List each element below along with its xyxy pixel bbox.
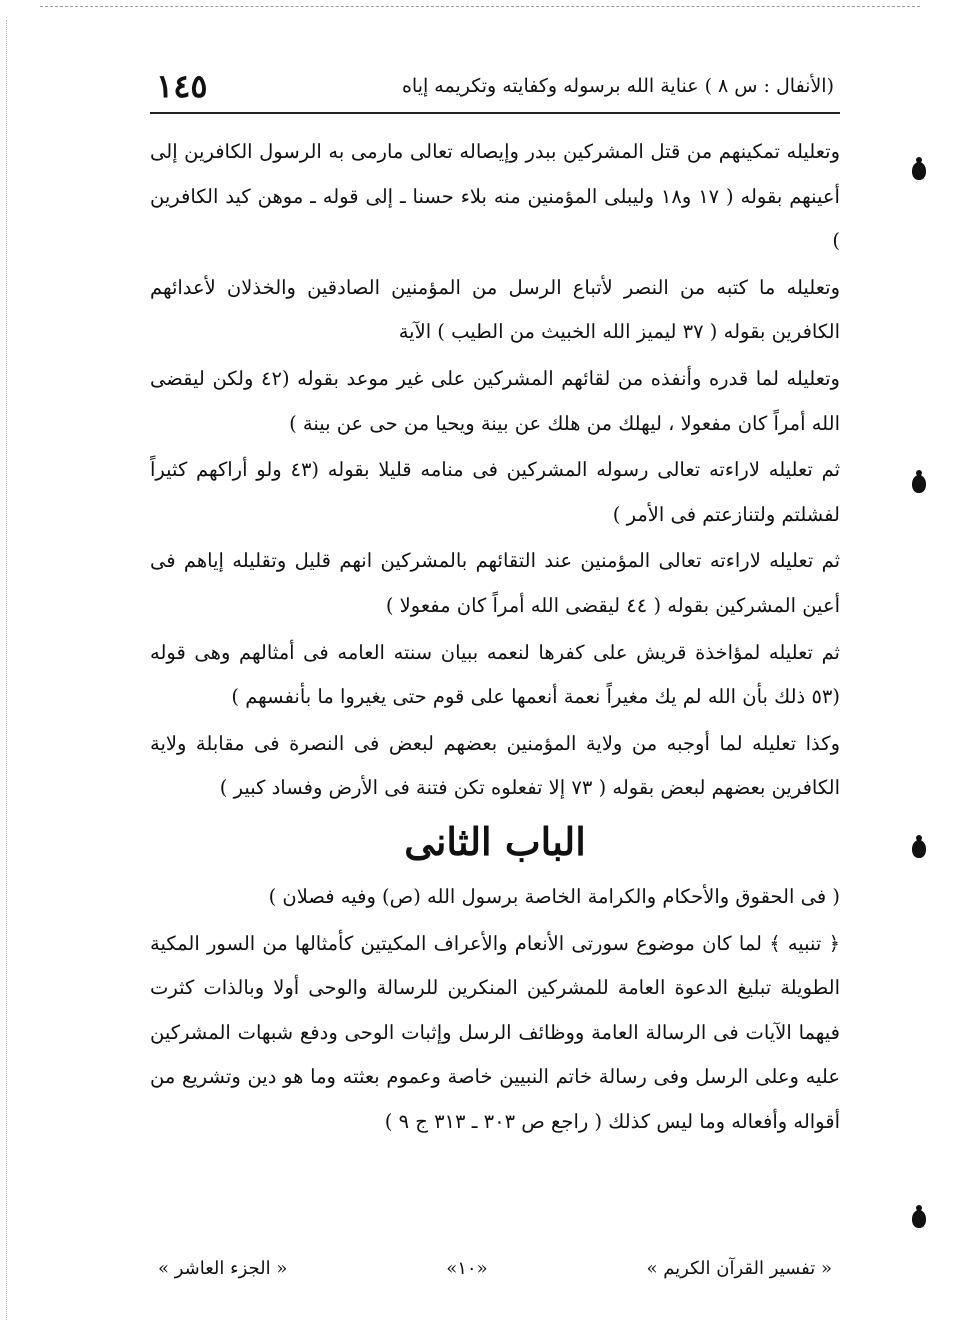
paragraph: ثم تعليله لمؤاخذة قريش على كفرها لنعمه ببيان سنته العامه فى أمثالهم وهى قوله (٥٣ ذلك بأن الله لم يك مغيراً نعمة أنعمها على قوم حتى يغيروا ما بأنفسهم ) [150, 640, 840, 709]
paragraph: وتعليله تمكينهم من قتل المشركين ببدر وإيصاله تعالى مارمى به الرسول الكافرين إلى أعينهم بقوله ( ١٧ و١٨ وليبلى المؤمنين منه بلاء حسنا ـ إلى قوله ـ موهن كيد الكافرين ) [150, 140, 840, 253]
margin-ink-mark [912, 840, 926, 858]
paragraph: وتعليله لما قدره وأنفذه من لقائهم المشركين على غير موعد بقوله (٤٢ ولكن ليقضى الله أمراً كان مفعولا ، ليهلك من هلك عن بينة ويحيا من حى عن بينة ) [150, 366, 840, 435]
footer-sheet-number: «١٠» [446, 1258, 488, 1279]
paragraph: ثم تعليله لاراءته تعالى المؤمنين عند التقائهم بالمشركين انهم قليل وتقليله إياهم فى أعين المشركين بقوله ( ٤٤ ليقضى الله أمراً كان مفعولا ) [150, 549, 840, 617]
paragraph: وتعليله ما كتبه من النصر لأتباع الرسل من المؤمنين الصادقين والخذلان لأعدائهم الكافرين بقوله ( ٣٧ ليميز الله الخبيث من الطيب ) الآية [150, 275, 840, 344]
scan-edge-top [40, 6, 920, 7]
margin-ink-mark [912, 1210, 926, 1228]
margin-ink-mark [912, 475, 926, 493]
page-number: ١٤٥ [156, 67, 208, 105]
chapter-note: ﴿ تنبيه ﴾ لما كان موضوع سورتى الأنعام والأعراف المكيتين كأمثالها من السور المكية الطويلة تبليغ الدعوة العامة للمشركين المنكرين للرسالة والوحى أولا وبالذات كثرت فيهما الآيات فى الرسالة العامة ووظائف الرسل وإثبات الوحى ودفع شبهات المشركين عليه وعلى الرسل وفى رسالة خاتم النبيين خاصة وعموم بعثته وما هو دين وتشريع من أقواله وأفعاله وما ليس كذلك ( راجع ص ٣٠٣ ـ ٣١٣ ج ٩ ) [150, 931, 840, 1133]
paragraph: وكذا تعليله لما أوجبه من ولاية المؤمنين بعضهم لبعض فى النصرة فى مقابلة ولاية الكافرين بعضهم لبعض بقوله ( ٧٣ إلا تفعلوه تكن فتنة فى الأرض وفساد كبير ) [150, 731, 840, 800]
footer-book-title: « تفسير القرآن الكريم » [646, 1258, 832, 1279]
running-header [150, 60, 840, 114]
paragraph: ثم تعليله لاراءته تعالى رسوله المشركين فى منامه قليلا بقوله (٤٣ ولو أراكهم كثيراً لفشلتم ولتنازعتم فى الأمر ) [150, 458, 840, 526]
chapter-subtitle: ( فى الحقوق والأحكام والكرامة الخاصة برسول الله (ص) وفيه فصلان ) [268, 884, 840, 908]
book-page [150, 60, 840, 1310]
scan-edge-left [6, 20, 7, 1320]
footer-part-label: « الجزء العاشر » [158, 1258, 288, 1279]
chapter-title: الباب الثانى [404, 818, 586, 864]
body-text [150, 130, 840, 1144]
running-header-title: (الأنفال : س ٨ ) عناية الله برسوله وكفايته وتكريمه إياه [401, 75, 834, 97]
page-footer [150, 1258, 840, 1279]
margin-ink-mark [912, 162, 926, 180]
